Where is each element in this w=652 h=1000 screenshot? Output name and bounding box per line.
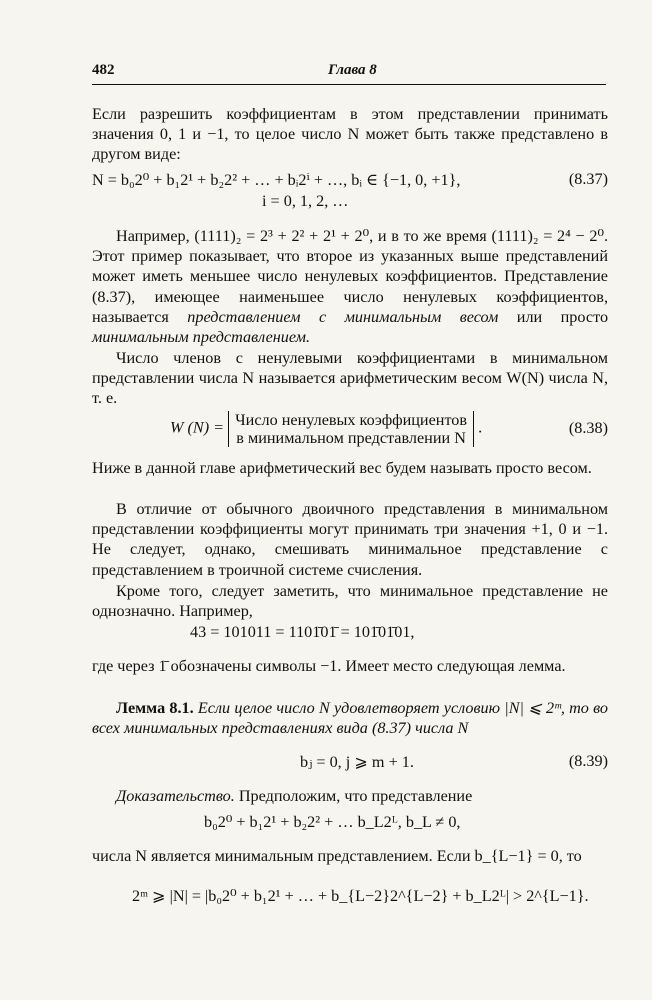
equation-8-38-number: (8.38) — [568, 419, 608, 437]
equation-8-39: bⱼ = 0, j ⩾ m + 1. — [300, 753, 414, 771]
equation-8-39-number: (8.39) — [568, 752, 608, 770]
lemma-8-1 — [92, 698, 608, 738]
equation-8-38: W (N) = Число ненулевых коэффициентов в минимальном представлении N . — [170, 411, 483, 447]
paragraph-2: Например, (1111)₂ = 2³ + 2² + 2¹ + 2⁰, и в то же время (1111)₂ = 2⁴ − 2⁰. Этот пример показывает, что второе из указанных выше представлений может иметь меньшее число ненулевых коэффициентов. Представление (8.37), имеющее наименьшее число ненулевых коэффициентов, называется представлением с минимальным весом или просто минимальным представлением. — [92, 227, 609, 347]
proof-intro: Доказательство. Предположим, что представление — [116, 787, 473, 805]
equation-8-37-number: (8.37) — [568, 170, 608, 188]
paragraph-6: Кроме того, следует заметить, что минимальное представление не однозначно. Например, — [92, 582, 608, 621]
equation-8-37-line1: N = b₀2⁰ + b₁2¹ + b₂2² + … + bᵢ2ⁱ + …, bᵢ ∈ {−1, 0, +1}, — [92, 171, 461, 189]
paragraph-1: Если разрешить коэффициентам в этом представлении принимать значения 0, 1 и −1, то целое число N может быть также представлено в другом виде: — [92, 105, 608, 164]
paragraph-5: В отличие от обычного двоичного представления в минимальном представлении коэффициенты могут принимать три значения +1, 0 и −1. Не следует, однако, смешивать минимальное представление с представлением в троичной системе счисления. — [92, 500, 608, 579]
lemma-title: Лемма 8.1. — [116, 699, 194, 717]
page-number: 482 — [92, 62, 115, 78]
paragraph-4: Ниже в данной главе арифметический вес будем называть просто весом. — [92, 459, 592, 477]
running-header — [92, 62, 606, 85]
bracket-expression: Число ненулевых коэффициентов в минимальном представлении N — [228, 411, 474, 447]
chapter-title: Глава 8 — [328, 62, 377, 78]
lemma-statement: Если целое число N удовлетворяет условию |N| ⩽ 2ᵐ, то во всех минимальных представлениях вида (8.37) числа N — [92, 699, 609, 738]
equation-43: 43 = 101011 = 1101̄01̄ = 101̄01̄01, — [190, 623, 415, 641]
equation-last: 2ᵐ ⩾ |N| = |b₀2⁰ + b₁2¹ + … + b_{L−2}2^{L−2} + b_L2ᴸ| > 2^{L−1}. — [132, 887, 589, 905]
equation-8-37-line2: i = 0, 1, 2, … — [262, 192, 349, 210]
proof-title: Доказательство. — [116, 787, 235, 805]
term-min-rep: минимальным представлением. — [92, 328, 311, 347]
proof-continuation: числа N является минимальным представлением. Если b_{L−1} = 0, то — [92, 847, 582, 865]
paragraph-3: Число членов с ненулевыми коэффициентами в минимальном представлении числа N называется арифметическим весом W(N) числа N, т. е. — [92, 349, 608, 408]
term-min-weight: представлением с минимальным весом — [187, 307, 499, 326]
equation-proof: b₀2⁰ + b₁2¹ + b₂2² + … b_L2ᴸ, b_L ≠ 0, — [204, 813, 461, 831]
paragraph-7: где через 1̄ обозначены символы −1. Имеет место следующая лемма. — [92, 657, 566, 675]
